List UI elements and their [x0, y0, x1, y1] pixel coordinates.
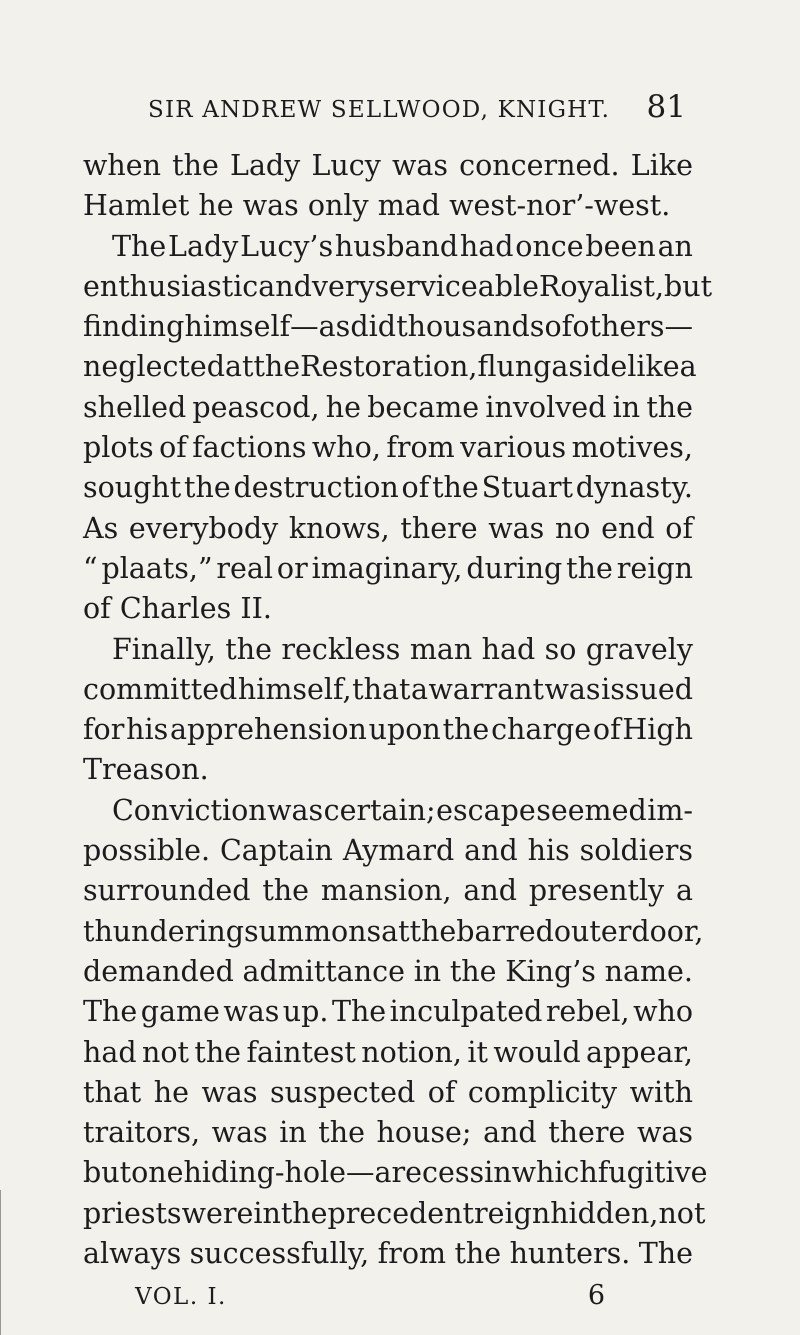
word: it: [467, 1035, 488, 1069]
text-line: [83, 589, 693, 629]
word: always: [83, 1237, 182, 1271]
text-line: [83, 1153, 708, 1193]
word: “: [83, 551, 98, 585]
word: the: [432, 471, 479, 505]
body-text: [83, 146, 713, 1274]
text-line: [83, 871, 693, 911]
word: he: [325, 390, 361, 424]
word: Royalist,: [538, 269, 665, 303]
word: an: [657, 229, 693, 263]
word: serviceable: [374, 269, 539, 303]
word: Lady: [230, 149, 301, 182]
word: when: [83, 149, 161, 182]
word: hiding-hole—a: [183, 1156, 392, 1190]
word: were: [181, 1196, 254, 1230]
word: Aymard: [342, 834, 455, 868]
word: thundering: [83, 914, 244, 948]
word: house;: [376, 1116, 472, 1150]
word: plaats,”: [101, 551, 213, 585]
word: Lucy’s: [240, 229, 334, 263]
word: dynasty.: [575, 471, 693, 505]
word: successfully,: [189, 1237, 370, 1271]
word: up.: [282, 995, 329, 1029]
word: the: [409, 914, 457, 948]
word: himself,: [237, 672, 352, 706]
word: flung: [477, 350, 552, 384]
word: warrant: [428, 672, 544, 706]
word: end: [601, 511, 655, 545]
word: inculpated: [389, 995, 543, 1029]
word: in: [484, 1156, 512, 1190]
word: the: [280, 1196, 328, 1230]
word: The: [638, 1237, 693, 1271]
word: at: [224, 350, 254, 384]
word: not: [658, 1196, 706, 1230]
text-line: [83, 630, 693, 670]
word: sought: [83, 471, 182, 505]
word: was: [636, 1116, 693, 1150]
word: mansion,: [320, 874, 452, 908]
word: was: [544, 672, 601, 706]
word: upon: [368, 713, 441, 747]
signature-mark: 6: [587, 1280, 605, 1311]
word: like: [627, 350, 680, 384]
word: so: [544, 632, 577, 666]
word: Restoration,: [300, 350, 478, 384]
word: the: [442, 713, 490, 747]
word: complicity: [467, 1075, 618, 1109]
text-line: [83, 1194, 706, 1234]
word: rebel,: [545, 995, 630, 1029]
word: that: [352, 672, 411, 706]
word: husband: [334, 229, 459, 263]
word: reckless: [281, 632, 401, 666]
word: mad: [377, 189, 440, 223]
word: during: [466, 551, 563, 585]
word: of: [401, 471, 430, 505]
word: Lucy: [311, 149, 381, 182]
text-line: [83, 1033, 693, 1073]
word: did: [350, 310, 397, 344]
word: shelled: [83, 390, 187, 424]
word: thousands: [396, 310, 545, 344]
word: the: [194, 1035, 242, 1069]
word: was: [267, 793, 324, 827]
text-line: [83, 1113, 693, 1153]
word: the: [225, 632, 272, 666]
word: hunters.: [509, 1237, 631, 1271]
word: demanded: [83, 954, 234, 988]
word: who: [633, 995, 693, 1029]
word: Lady: [168, 229, 239, 263]
word: the: [318, 1116, 365, 1150]
text-line: [83, 1234, 693, 1274]
text-line: [83, 549, 693, 589]
word: The: [112, 229, 167, 263]
word: Finally,: [112, 632, 216, 666]
running-head: [148, 89, 686, 125]
word: soldiers: [579, 834, 693, 868]
word: finding: [83, 310, 185, 344]
word: Conviction: [112, 793, 267, 827]
word: real: [216, 551, 274, 585]
word: charge: [491, 713, 592, 747]
word: certain;: [323, 793, 436, 827]
text-line: [83, 347, 697, 387]
word: been: [585, 229, 656, 263]
text-line: [83, 307, 693, 347]
word: everybody: [128, 511, 279, 545]
word: concerned.: [459, 149, 620, 182]
text-line: [83, 952, 693, 992]
word: a: [679, 350, 697, 384]
word: apprehension: [170, 713, 367, 747]
word: his: [126, 713, 169, 747]
word: the: [184, 471, 231, 505]
word: but: [664, 269, 713, 303]
word: Captain: [219, 834, 333, 868]
word: hidden,: [550, 1196, 659, 1230]
page-number: 81: [646, 89, 686, 125]
word: which: [511, 1156, 598, 1190]
text-line: [83, 509, 693, 549]
word: there: [400, 511, 478, 545]
word: with: [629, 1075, 693, 1109]
word: enthusiastic: [83, 269, 259, 303]
word: and: [483, 1116, 537, 1150]
word: outer: [553, 914, 632, 948]
word: had: [459, 229, 514, 263]
word: priests: [83, 1196, 182, 1230]
word: once: [515, 229, 584, 263]
word: presently: [528, 874, 665, 908]
word: not: [142, 1035, 189, 1069]
page-footer: [135, 1280, 605, 1314]
text-line: [83, 267, 713, 307]
word: barred: [456, 914, 554, 948]
word: factions: [192, 431, 307, 465]
word: the: [172, 149, 219, 182]
word: of: [427, 1075, 456, 1109]
word: Like: [630, 149, 693, 182]
word: the: [646, 390, 693, 424]
word: appear,: [586, 1035, 693, 1069]
text-line: [83, 831, 693, 871]
word: II.: [240, 592, 272, 626]
word: recess: [391, 1156, 485, 1190]
word: involved: [485, 390, 607, 424]
word: the: [262, 874, 309, 908]
word: summons: [243, 914, 382, 948]
word: of: [592, 713, 621, 747]
word: surrounded: [83, 874, 251, 908]
word: Hamlet: [83, 189, 190, 223]
word: notion,: [361, 1035, 462, 1069]
word: one: [131, 1156, 184, 1190]
text-line: [83, 912, 704, 952]
word: As: [83, 511, 119, 545]
word: of: [544, 310, 573, 344]
word: would: [493, 1035, 581, 1069]
word: the: [253, 350, 301, 384]
word: admittance: [242, 954, 405, 988]
word: himself—as: [184, 310, 351, 344]
word: and: [463, 874, 517, 908]
word: of: [159, 431, 187, 465]
word: a: [410, 672, 428, 706]
word: Charles: [119, 592, 232, 626]
word: had: [481, 632, 536, 666]
word: imaginary,: [311, 551, 463, 585]
word: neglected: [83, 350, 225, 384]
word: from: [377, 1237, 446, 1271]
word: King’s: [505, 954, 596, 988]
text-line: [83, 992, 693, 1032]
word: the: [454, 1237, 502, 1271]
word: became: [367, 390, 480, 424]
word: was: [391, 149, 448, 182]
text-line: [83, 670, 693, 710]
word: was: [223, 995, 280, 1029]
word: his: [527, 834, 570, 868]
word: Stuart: [481, 471, 573, 505]
word: faintest: [246, 1035, 356, 1069]
word: but: [83, 1156, 132, 1190]
word: plots: [83, 431, 154, 465]
word: in: [279, 1116, 307, 1150]
word: very: [311, 269, 375, 303]
page-edge-line: [0, 1190, 1, 1335]
word: from: [386, 431, 455, 465]
text-line: [83, 388, 693, 428]
word: seemed: [536, 793, 647, 827]
word: The: [83, 995, 138, 1029]
word: and: [258, 269, 312, 303]
word: traitors,: [83, 1116, 201, 1150]
word: a: [675, 874, 693, 908]
text-line: [83, 428, 693, 468]
word: the: [566, 551, 613, 585]
text-line: [83, 710, 693, 750]
text-line: [83, 186, 693, 226]
word: peascod,: [192, 390, 320, 424]
text-line: [83, 791, 693, 831]
word: he: [153, 1075, 189, 1109]
word: in: [253, 1196, 281, 1230]
text-line: [83, 1073, 693, 1113]
word: was: [201, 1075, 258, 1109]
word: the: [449, 954, 497, 988]
word: door,: [631, 914, 704, 948]
word: no: [554, 511, 591, 545]
word: in: [413, 954, 442, 988]
word: he: [198, 189, 234, 223]
word: was: [488, 511, 545, 545]
word: various: [460, 431, 567, 465]
word: at: [381, 914, 410, 948]
word: or: [276, 551, 308, 585]
volume-signature: VOL. I.: [135, 1284, 227, 1310]
word: and: [464, 834, 518, 868]
word: game: [140, 995, 220, 1029]
word: was: [242, 189, 299, 223]
word: was: [211, 1116, 268, 1150]
word: that: [83, 1075, 142, 1109]
word: The: [331, 995, 387, 1029]
word: who,: [311, 431, 381, 465]
text-line: [83, 146, 693, 186]
word: reign: [616, 551, 693, 585]
word: im-: [647, 793, 693, 827]
word: possible.: [83, 834, 211, 868]
word: only: [307, 189, 369, 223]
word: fugitive: [597, 1156, 708, 1190]
word: reign: [473, 1196, 551, 1230]
word: others—: [572, 310, 693, 344]
text-line: [83, 750, 693, 790]
running-title: SIR ANDREW SELLWOOD, KNIGHT.: [148, 97, 611, 123]
word: High: [622, 713, 693, 747]
word: for: [83, 713, 125, 747]
word: aside: [551, 350, 628, 384]
word: precedent: [327, 1196, 474, 1230]
word: committed: [83, 672, 238, 706]
text-line: [83, 227, 693, 267]
word: motives,: [571, 431, 693, 465]
word: name.: [604, 954, 693, 988]
word: west-nor’-west.: [449, 189, 671, 223]
word: issued: [601, 672, 693, 706]
word: Treason.: [83, 753, 209, 787]
word: there: [548, 1116, 626, 1150]
word: suspected: [269, 1075, 416, 1109]
word: of: [665, 511, 693, 545]
word: of: [83, 592, 111, 626]
word: gravely: [585, 632, 693, 666]
word: had: [83, 1035, 137, 1069]
word: destruction: [233, 471, 399, 505]
word: escape: [436, 793, 536, 827]
text-line: [83, 468, 693, 508]
word: man: [409, 632, 473, 666]
word: knows,: [288, 511, 390, 545]
word: in: [612, 390, 641, 424]
